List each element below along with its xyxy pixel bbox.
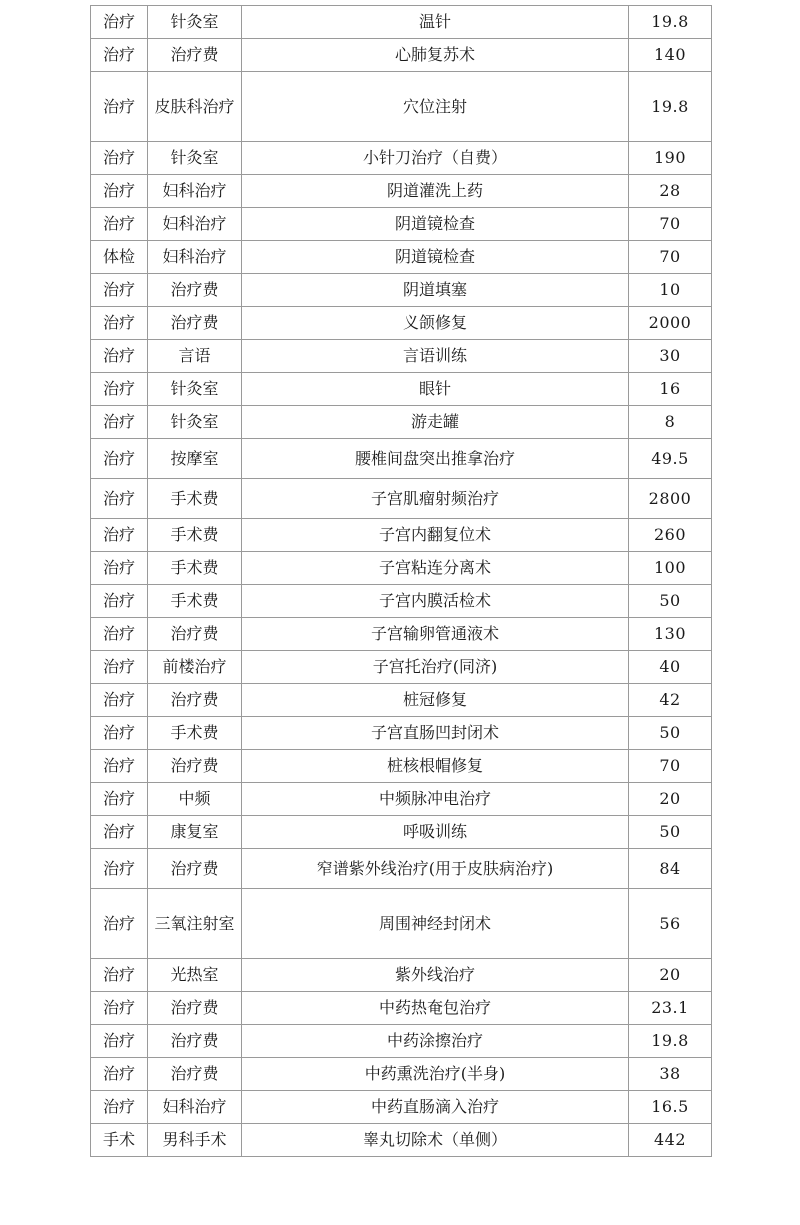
- department-cell: 针灸室: [148, 406, 242, 439]
- price-cell: 16.5: [629, 1091, 712, 1124]
- department-cell: 妇科治疗: [148, 1091, 242, 1124]
- item-name-cell: 子宫托治疗(同济): [242, 651, 629, 684]
- table-row: [91, 750, 712, 783]
- category-cell: 治疗: [91, 307, 148, 340]
- table-row: [91, 1091, 712, 1124]
- department-cell: 治疗费: [148, 274, 242, 307]
- table-row: [91, 1058, 712, 1091]
- department-cell: 治疗费: [148, 1025, 242, 1058]
- item-name-cell: 中药直肠滴入治疗: [242, 1091, 629, 1124]
- price-cell: 38: [629, 1058, 712, 1091]
- category-cell: 治疗: [91, 1058, 148, 1091]
- item-name-cell: 窄谱紫外线治疗(用于皮肤病治疗): [242, 849, 629, 889]
- price-cell: 70: [629, 750, 712, 783]
- price-cell: 260: [629, 519, 712, 552]
- category-cell: 治疗: [91, 1091, 148, 1124]
- item-name-cell: 温针: [242, 6, 629, 39]
- category-cell: 治疗: [91, 6, 148, 39]
- table-row: [91, 39, 712, 72]
- department-cell: 手术费: [148, 585, 242, 618]
- category-cell: 治疗: [91, 340, 148, 373]
- item-name-cell: 中药熏洗治疗(半身): [242, 1058, 629, 1091]
- item-name-cell: 桩冠修复: [242, 684, 629, 717]
- fee-table-body: [91, 6, 712, 1157]
- category-cell: 治疗: [91, 816, 148, 849]
- item-name-cell: 子宫输卵管通液术: [242, 618, 629, 651]
- department-cell: 手术费: [148, 552, 242, 585]
- department-cell: 妇科治疗: [148, 241, 242, 274]
- category-cell: 治疗: [91, 479, 148, 519]
- price-cell: 70: [629, 208, 712, 241]
- category-cell: 治疗: [91, 519, 148, 552]
- department-cell: 治疗费: [148, 618, 242, 651]
- item-name-cell: 游走罐: [242, 406, 629, 439]
- table-row: [91, 241, 712, 274]
- price-cell: 84: [629, 849, 712, 889]
- item-name-cell: 言语训练: [242, 340, 629, 373]
- table-row: [91, 651, 712, 684]
- department-cell: 针灸室: [148, 6, 242, 39]
- price-cell: 130: [629, 618, 712, 651]
- item-name-cell: 子宫肌瘤射频治疗: [242, 479, 629, 519]
- category-cell: 治疗: [91, 717, 148, 750]
- table-row: [91, 585, 712, 618]
- category-cell: 治疗: [91, 552, 148, 585]
- price-cell: 23.1: [629, 992, 712, 1025]
- table-row: [91, 552, 712, 585]
- item-name-cell: 阴道填塞: [242, 274, 629, 307]
- department-cell: 治疗费: [148, 1058, 242, 1091]
- table-row: [91, 1124, 712, 1157]
- item-name-cell: 阴道镜检查: [242, 241, 629, 274]
- item-name-cell: 中频脉冲电治疗: [242, 783, 629, 816]
- table-row: [91, 6, 712, 39]
- item-name-cell: 睾丸切除术（单侧）: [242, 1124, 629, 1157]
- category-cell: 治疗: [91, 585, 148, 618]
- item-name-cell: 小针刀治疗（自费）: [242, 142, 629, 175]
- price-cell: 70: [629, 241, 712, 274]
- department-cell: 中频: [148, 783, 242, 816]
- department-cell: 三氧注射室: [148, 889, 242, 959]
- table-row: [91, 274, 712, 307]
- category-cell: 治疗: [91, 992, 148, 1025]
- table-row: [91, 307, 712, 340]
- category-cell: 治疗: [91, 959, 148, 992]
- table-row: [91, 889, 712, 959]
- category-cell: 治疗: [91, 1025, 148, 1058]
- item-name-cell: 义颌修复: [242, 307, 629, 340]
- table-row: [91, 816, 712, 849]
- department-cell: 皮肤科治疗: [148, 72, 242, 142]
- department-cell: 手术费: [148, 479, 242, 519]
- table-row: [91, 373, 712, 406]
- department-cell: 治疗费: [148, 39, 242, 72]
- table-row: [91, 340, 712, 373]
- table-row: [91, 519, 712, 552]
- category-cell: 治疗: [91, 439, 148, 479]
- item-name-cell: 桩核根帽修复: [242, 750, 629, 783]
- category-cell: 治疗: [91, 142, 148, 175]
- fee-table: [90, 5, 712, 1157]
- item-name-cell: 子宫粘连分离术: [242, 552, 629, 585]
- category-cell: 治疗: [91, 889, 148, 959]
- price-cell: 20: [629, 783, 712, 816]
- category-cell: 体检: [91, 241, 148, 274]
- price-cell: 100: [629, 552, 712, 585]
- category-cell: 治疗: [91, 175, 148, 208]
- department-cell: 妇科治疗: [148, 175, 242, 208]
- price-cell: 442: [629, 1124, 712, 1157]
- table-row: [91, 959, 712, 992]
- price-cell: 49.5: [629, 439, 712, 479]
- price-cell: 20: [629, 959, 712, 992]
- item-name-cell: 紫外线治疗: [242, 959, 629, 992]
- item-name-cell: 阴道镜检查: [242, 208, 629, 241]
- department-cell: 针灸室: [148, 373, 242, 406]
- table-row: [91, 479, 712, 519]
- price-cell: 30: [629, 340, 712, 373]
- item-name-cell: 穴位注射: [242, 72, 629, 142]
- item-name-cell: 心肺复苏术: [242, 39, 629, 72]
- category-cell: 治疗: [91, 849, 148, 889]
- table-row: [91, 684, 712, 717]
- table-row: [91, 208, 712, 241]
- department-cell: 治疗费: [148, 684, 242, 717]
- category-cell: 手术: [91, 1124, 148, 1157]
- department-cell: 治疗费: [148, 992, 242, 1025]
- category-cell: 治疗: [91, 274, 148, 307]
- item-name-cell: 子宫直肠凹封闭术: [242, 717, 629, 750]
- department-cell: 治疗费: [148, 750, 242, 783]
- price-cell: 2000: [629, 307, 712, 340]
- department-cell: 前楼治疗: [148, 651, 242, 684]
- price-cell: 50: [629, 585, 712, 618]
- department-cell: 男科手术: [148, 1124, 242, 1157]
- department-cell: 言语: [148, 340, 242, 373]
- price-cell: 2800: [629, 479, 712, 519]
- department-cell: 手术费: [148, 717, 242, 750]
- price-cell: 19.8: [629, 6, 712, 39]
- price-cell: 19.8: [629, 1025, 712, 1058]
- price-cell: 28: [629, 175, 712, 208]
- category-cell: 治疗: [91, 72, 148, 142]
- category-cell: 治疗: [91, 750, 148, 783]
- department-cell: 妇科治疗: [148, 208, 242, 241]
- department-cell: 光热室: [148, 959, 242, 992]
- department-cell: 手术费: [148, 519, 242, 552]
- price-cell: 190: [629, 142, 712, 175]
- table-row: [91, 618, 712, 651]
- item-name-cell: 眼针: [242, 373, 629, 406]
- price-cell: 16: [629, 373, 712, 406]
- table-row: [91, 849, 712, 889]
- item-name-cell: 周围神经封闭术: [242, 889, 629, 959]
- category-cell: 治疗: [91, 684, 148, 717]
- item-name-cell: 腰椎间盘突出推拿治疗: [242, 439, 629, 479]
- department-cell: 康复室: [148, 816, 242, 849]
- category-cell: 治疗: [91, 39, 148, 72]
- price-cell: 50: [629, 816, 712, 849]
- item-name-cell: 子宫内膜活检术: [242, 585, 629, 618]
- price-cell: 140: [629, 39, 712, 72]
- department-cell: 针灸室: [148, 142, 242, 175]
- item-name-cell: 子宫内翻复位术: [242, 519, 629, 552]
- category-cell: 治疗: [91, 373, 148, 406]
- item-name-cell: 中药涂擦治疗: [242, 1025, 629, 1058]
- price-cell: 10: [629, 274, 712, 307]
- category-cell: 治疗: [91, 651, 148, 684]
- table-row: [91, 439, 712, 479]
- category-cell: 治疗: [91, 783, 148, 816]
- table-row: [91, 1025, 712, 1058]
- price-cell: 56: [629, 889, 712, 959]
- item-name-cell: 呼吸训练: [242, 816, 629, 849]
- item-name-cell: 中药热奄包治疗: [242, 992, 629, 1025]
- price-cell: 19.8: [629, 72, 712, 142]
- price-cell: 8: [629, 406, 712, 439]
- table-row: [91, 783, 712, 816]
- category-cell: 治疗: [91, 208, 148, 241]
- table-row: [91, 992, 712, 1025]
- price-cell: 40: [629, 651, 712, 684]
- department-cell: 按摩室: [148, 439, 242, 479]
- table-row: [91, 717, 712, 750]
- table-row: [91, 72, 712, 142]
- category-cell: 治疗: [91, 406, 148, 439]
- department-cell: 治疗费: [148, 849, 242, 889]
- table-row: [91, 142, 712, 175]
- category-cell: 治疗: [91, 618, 148, 651]
- department-cell: 治疗费: [148, 307, 242, 340]
- item-name-cell: 阴道灌洗上药: [242, 175, 629, 208]
- table-row: [91, 175, 712, 208]
- price-cell: 50: [629, 717, 712, 750]
- table-row: [91, 406, 712, 439]
- price-cell: 42: [629, 684, 712, 717]
